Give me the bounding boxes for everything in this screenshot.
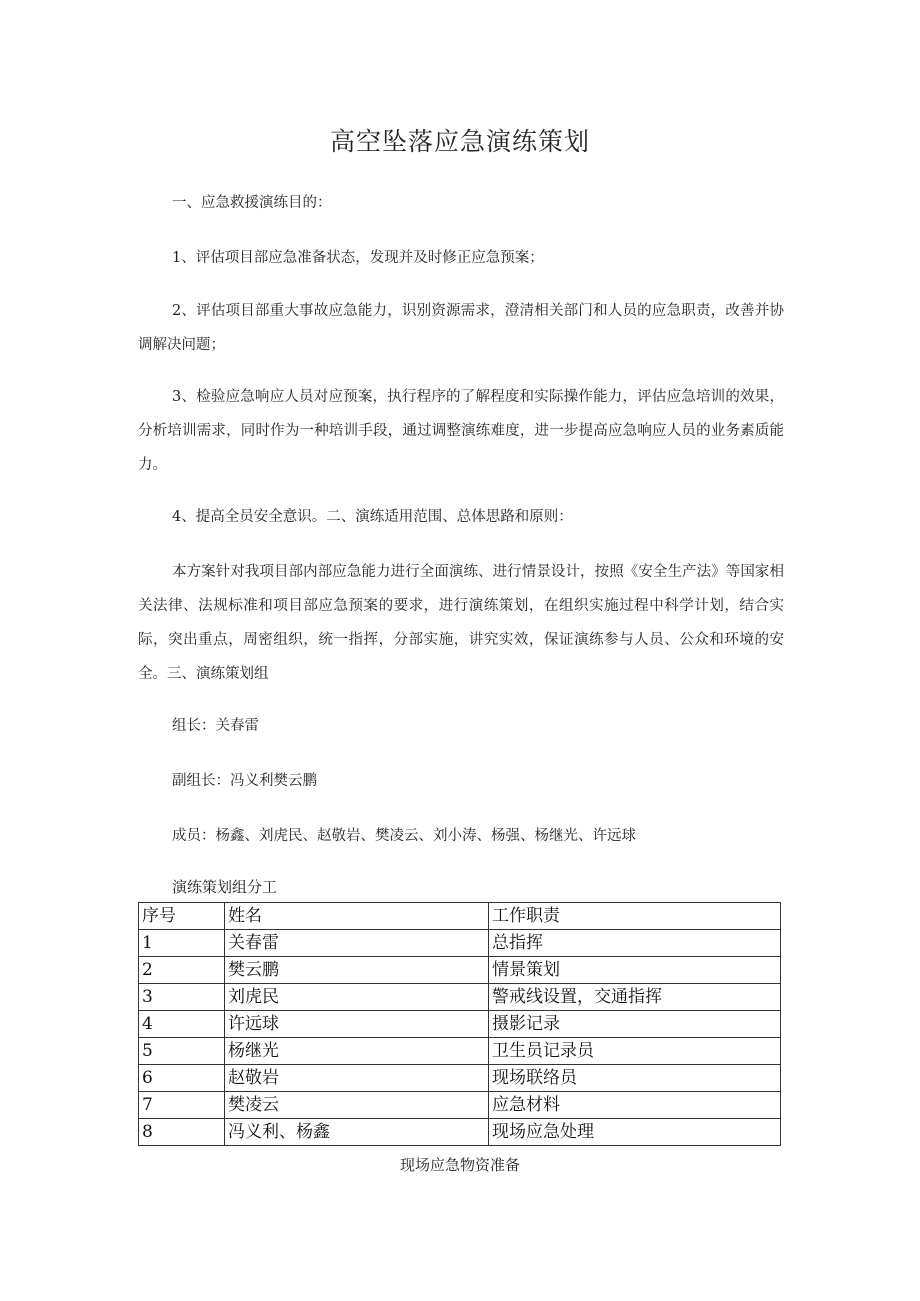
cell-name: 樊云鹏 bbox=[225, 957, 489, 984]
header-cell-duty: 工作职责 bbox=[489, 903, 781, 930]
cell-index: 7 bbox=[139, 1092, 225, 1119]
cell-index: 8 bbox=[139, 1119, 225, 1146]
header-cell-index: 序号 bbox=[139, 903, 225, 930]
cell-duty: 情景策划 bbox=[489, 957, 781, 984]
cell-index: 5 bbox=[139, 1038, 225, 1065]
section-heading-purpose: 一、应急救援演练目的： bbox=[172, 195, 332, 211]
cell-name: 刘虎民 bbox=[225, 984, 489, 1011]
deputy-leader: 副组长：冯义利樊云鹏 bbox=[172, 773, 317, 789]
cell-index: 1 bbox=[139, 930, 225, 957]
cell-duty: 摄影记录 bbox=[489, 1011, 781, 1038]
table-row bbox=[139, 957, 781, 984]
table-caption: 演练策划组分工 bbox=[172, 878, 278, 896]
group-members: 成员：杨鑫、刘虎民、赵敬岩、樊凌云、刘小涛、杨强、杨继光、许远球 bbox=[172, 828, 636, 844]
table-row bbox=[139, 1065, 781, 1092]
table-row bbox=[139, 1038, 781, 1065]
cell-index: 6 bbox=[139, 1065, 225, 1092]
table-row bbox=[139, 930, 781, 957]
cell-name: 冯义利、杨鑫 bbox=[225, 1119, 489, 1146]
paragraph-item-1: 1、评估项目部应急准备状态，发现并及时修正应急预案； bbox=[172, 250, 544, 266]
cell-duty: 警戒线设置，交通指挥 bbox=[489, 984, 781, 1011]
table-row bbox=[139, 984, 781, 1011]
paragraph-item-3: 3、检验应急响应人员对应预案，执行程序的了解程度和实际操作能力，评估应急培训的效果，分析培训需求，同时作为一种培训手段，通过调整演练难度，进一步提高应急响应人员的业务素质能力。 bbox=[138, 389, 784, 473]
cell-duty: 现场应急处理 bbox=[489, 1119, 781, 1146]
paragraph-scope: 本方案针对我项目部内部应急能力进行全面演练、进行情景设计，按照《安全生产法》等国家相关法律、法规标准和项目部应急预案的要求，进行演练策划，在组织实施过程中科学计划，结合实际，突出重点，周密组织，统一指挥，分部实施，讲究实效，保证演练参与人员、公众和环境的安全。三、演练策划组 bbox=[138, 564, 784, 682]
table-header-row bbox=[139, 903, 781, 930]
cell-duty: 现场联络员 bbox=[489, 1065, 781, 1092]
cell-duty: 卫生员记录员 bbox=[489, 1038, 781, 1065]
header-cell-name: 姓名 bbox=[225, 903, 489, 930]
table-row bbox=[139, 1119, 781, 1146]
table-row bbox=[139, 1092, 781, 1119]
cell-duty: 应急材料 bbox=[489, 1092, 781, 1119]
paragraph-item-4: 4、提高全员安全意识。二、演练适用范围、总体思路和原则： bbox=[172, 509, 573, 525]
materials-caption: 现场应急物资准备 bbox=[399, 1156, 520, 1174]
division-of-work-table bbox=[138, 902, 781, 1146]
paragraph-item-2: 2、评估项目部重大事故应急能力，识别资源需求，澄清相关部门和人员的应急职责，改善并协调解决问题； bbox=[138, 303, 784, 353]
cell-index: 2 bbox=[139, 957, 225, 984]
group-leader: 组长：关春雷 bbox=[172, 718, 259, 734]
cell-index: 3 bbox=[139, 984, 225, 1011]
table-row bbox=[139, 1011, 781, 1038]
cell-name: 杨继光 bbox=[225, 1038, 489, 1065]
cell-name: 赵敬岩 bbox=[225, 1065, 489, 1092]
cell-name: 樊凌云 bbox=[225, 1092, 489, 1119]
cell-name: 许远球 bbox=[225, 1011, 489, 1038]
cell-index: 4 bbox=[139, 1011, 225, 1038]
cell-duty: 总指挥 bbox=[489, 930, 781, 957]
cell-name: 关春雷 bbox=[225, 930, 489, 957]
document-title: 高空坠落应急演练策划 bbox=[329, 127, 590, 156]
